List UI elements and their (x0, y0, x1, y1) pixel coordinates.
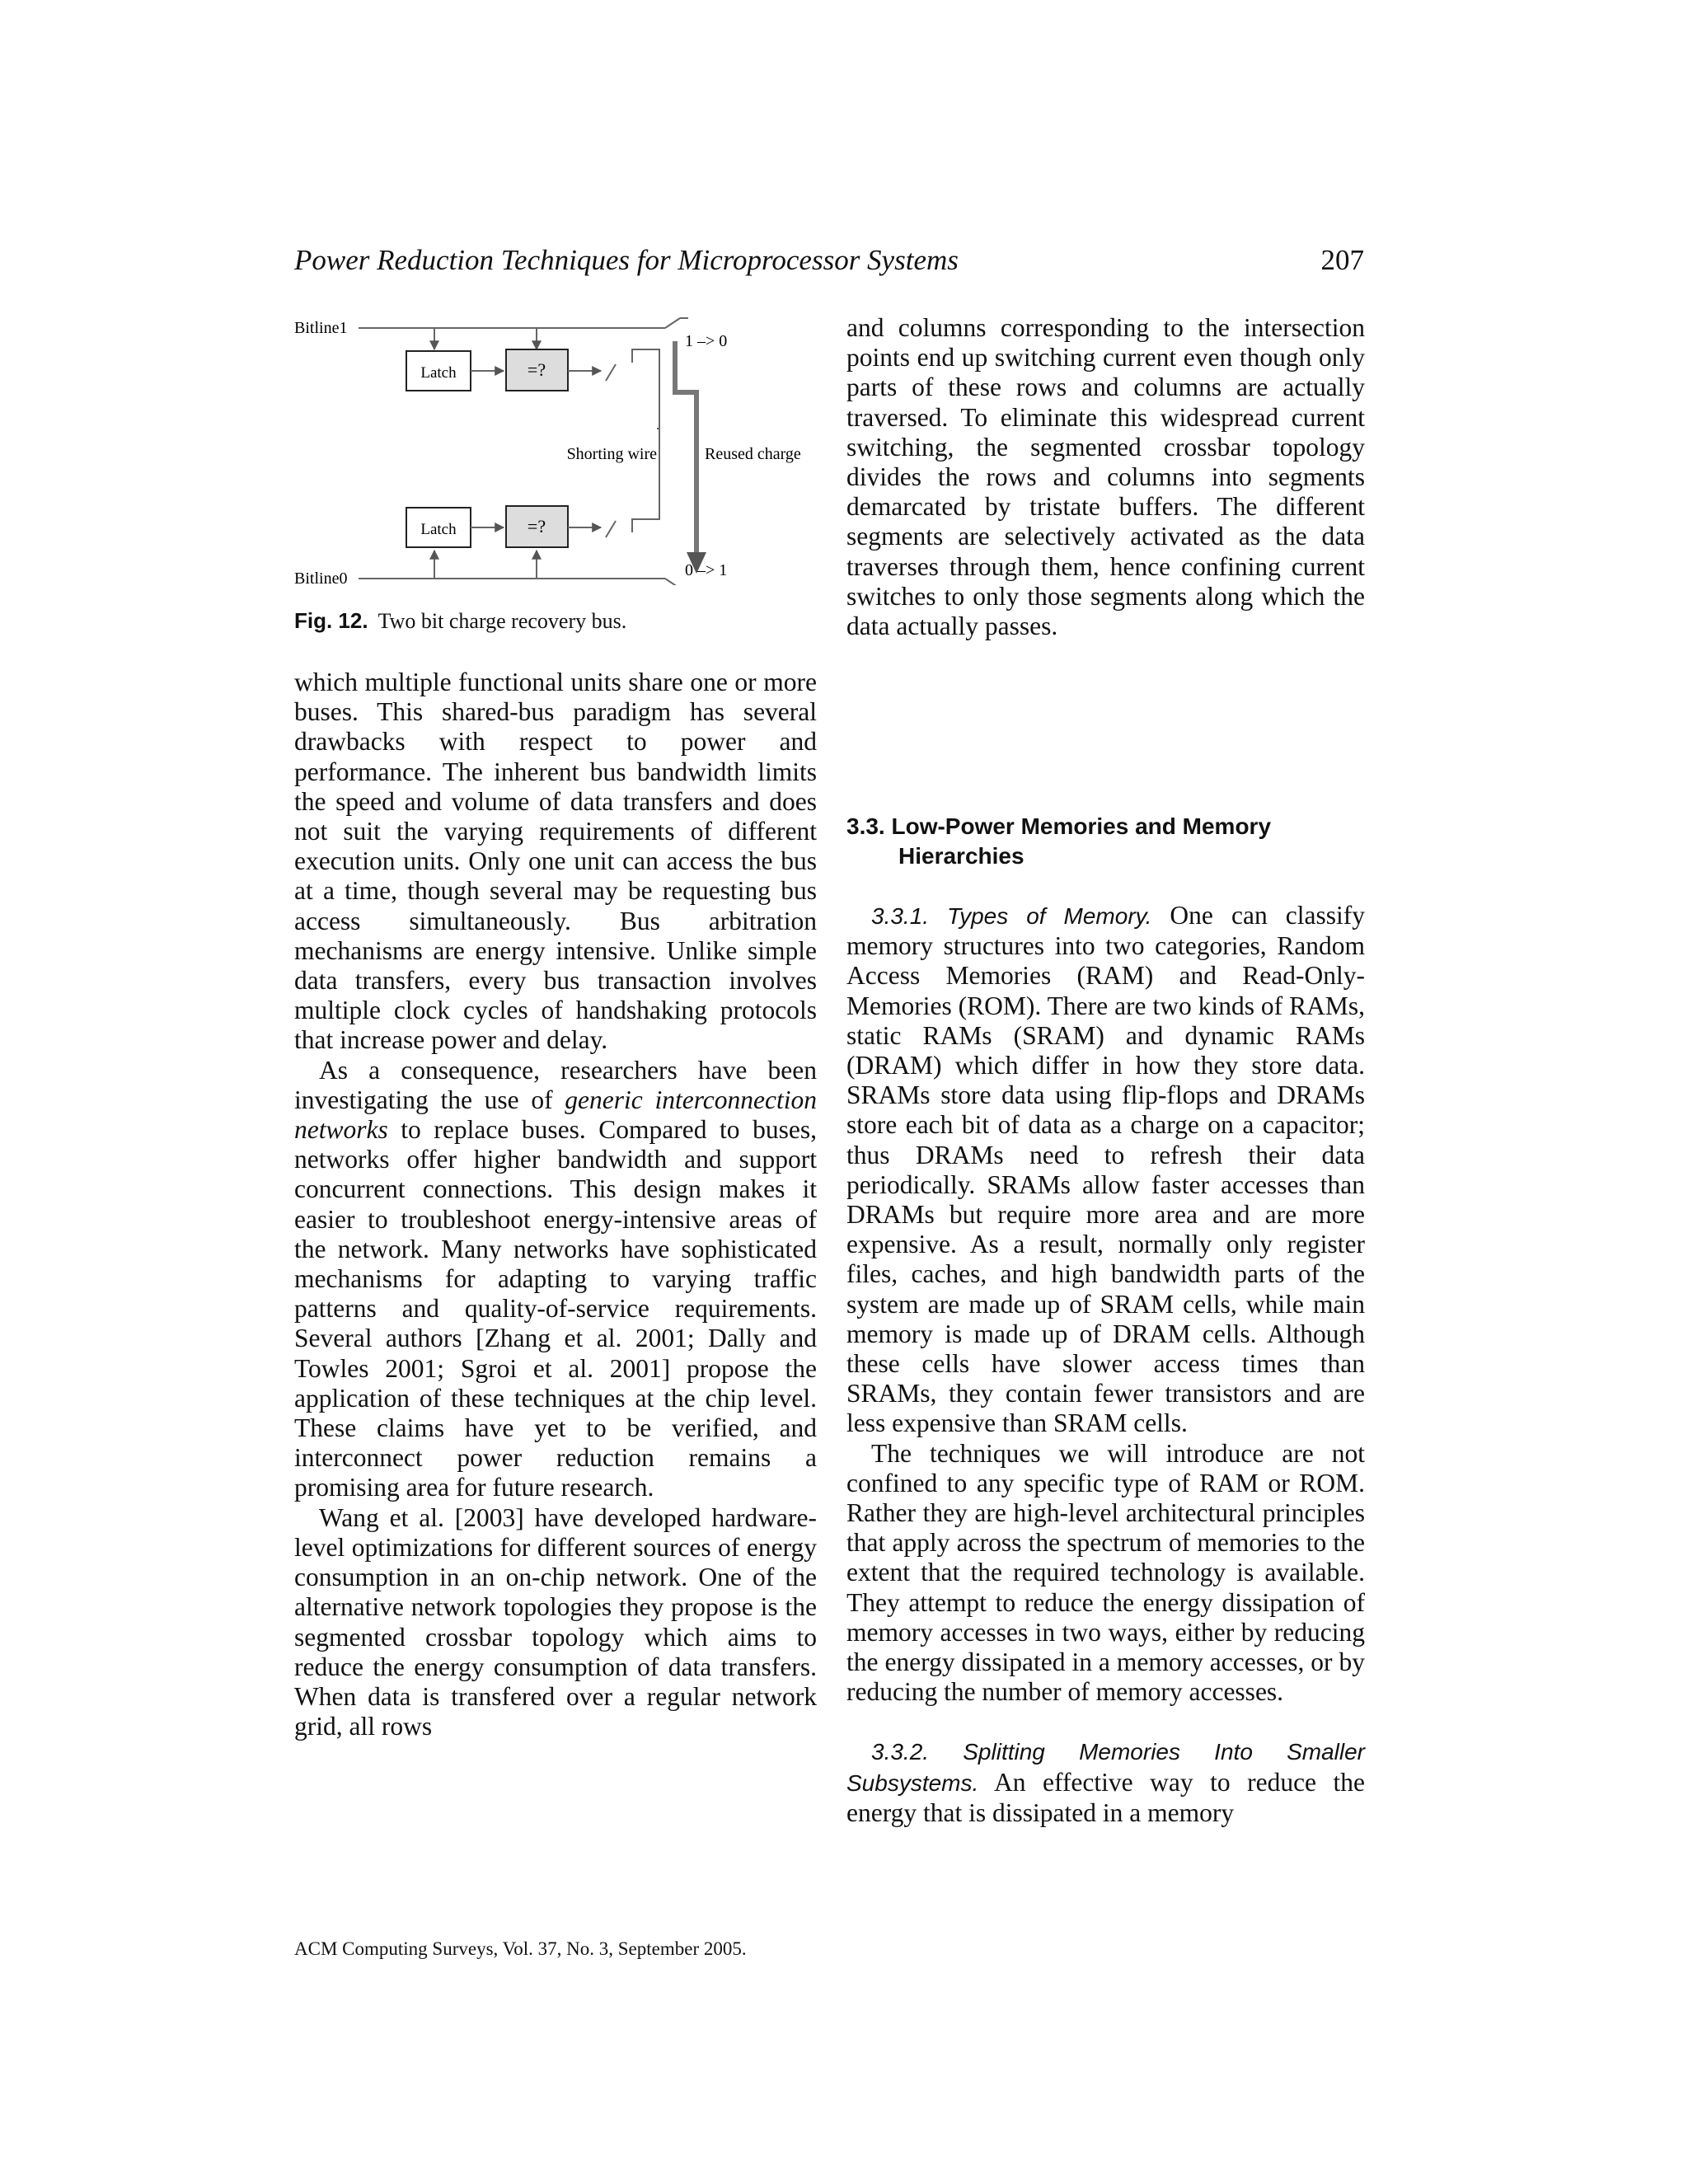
shorting-wire-upper (632, 349, 659, 429)
reused-charge-arrow (675, 341, 696, 554)
paragraph-techniques: The techniques we will introduce are not confined to any specific type of RAM or ROM. Rather they are high-level architectural principles that apply across the spectrum of memories to the extent that the required technology is available. They attempt to reduce the energy dissipation of memory accesses in two ways, either by reducing the energy dissipated in a memory accesses, or by reducing the number of memory accesses. (846, 1438, 1365, 1707)
running-title: Power Reduction Techniques for Microprocessor Systems (294, 244, 959, 276)
page-number: 207 (1320, 244, 1364, 276)
figure-charge-recovery-bus (294, 313, 830, 585)
latch-top-label: Latch (420, 364, 457, 382)
paragraph-networks: As a consequence, researchers have been investigating the use of generic interconnection networks to replace buses. Compared to buses, networks offer higher bandwidth and support concurrent connections. This design makes it easier to troubleshoot energy-intensive areas of the network. Many networks have sophisticated mechanisms for adapting to varying traffic patterns and quality-of-service requirements. Several authors [Zhang et al. 2001; Dally and Towles 2001; Sgroi et al. 2001] propose the application of these techniques at the chip level. These claims have yet to be verified, and interconnect power reduction remains a promising area for future research. (294, 1055, 817, 1502)
emphasis-generic-networks: generic interconnection networks (294, 1085, 817, 1145)
transition-top-label: 1 –> 0 (685, 332, 728, 350)
figure-caption-label: Fig. 12. (294, 608, 368, 633)
charge-recovery-diagram (294, 313, 830, 585)
paragraph-types-of-memory: 3.3.1. Types of Memory. One can classify memory structures into two categories, Random Access Memories (RAM) and Read-Only-Memories (ROM). There are two kinds of RAMs, static RAMs (SRAM) and dynamic RAMs (DRAM) which differ in how they store data. SRAMs store data using flip-flops and DRAMs store each bit of data as a charge on a capacitor; thus DRAMs need to refresh their data periodically. SRAMs allow faster accesses than DRAMs but require more area and are more expensive. As a result, normally only register files, caches, and high bandwidth parts of the system are made up of SRAM cells, while main memory is made up of DRAM cells. Although these cells have slower access times than SRAMs, they contain fewer transistors and are less expensive than SRAM cells. (846, 901, 1365, 1438)
paragraph-crossbar: and columns corresponding to the intersection points end up switching current even though only parts of these rows and columns are actually traversed. To eliminate this widespread current switching, the segmented crossbar topology divides the rows and columns into segments demarcated by tristate buffers. The different segments are selectively activated as the data traverses through them, hence confining current switches to only those segments along which the data actually passes. (846, 313, 1365, 641)
bitline1-switch (665, 318, 680, 328)
section-heading-3-3: 3.3. Low-Power Memories and Memory Hierarchies (846, 813, 1272, 869)
page-footer: ACM Computing Surveys, Vol. 37, No. 3, September 2005. (294, 1938, 747, 1959)
subsection-title-3-3-2: 3.3.2. Splitting Memories Into Smaller Subsystems. (846, 1739, 1365, 1796)
compare-bottom-label: =? (527, 516, 546, 537)
paragraph-splitting-memories: 3.3.2. Splitting Memories Into Smaller Subsystems. An effective way to reduce the energy that is dissipated in a memory (846, 1739, 1366, 1827)
running-head (294, 244, 1364, 285)
right-column-bottom (846, 812, 1365, 1828)
right-column-top (846, 313, 1365, 641)
figure-caption-text: Two bit charge recovery bus. (377, 609, 627, 633)
transition-bottom-label: 0 –> 1 (685, 561, 728, 579)
bitline0-label: Bitline0 (294, 569, 348, 585)
paragraph-shared-bus: which multiple functional units share one or more buses. This shared-bus paradigm has several drawbacks with respect to power and performance. The inherent bus bandwidth limits the speed and volume of data transfers and does not suit the varying requirements of different execution units. Only one unit can access the bus at a time, though several may be requesting bus access simultaneously. Bus arbitration mechanisms are energy intensive. Unlike simple data transfers, every bus transaction involves multiple clock cycles of handshaking protocols that increase power and delay. (294, 668, 817, 1055)
paragraph-wang: Wang et al. [2003] have developed hardware-level optimizations for different sources of energy consumption in an on-chip network. One of the alternative network topologies they propose is the segmented crossbar topology which aims to reduce the energy consumption of data transfers. When data is transfered over a regular network grid, all rows (294, 1502, 817, 1741)
shorting-wire-label: Shorting wire (566, 445, 657, 463)
bitline1-label: Bitline1 (294, 319, 348, 337)
compare-top-label: =? (527, 359, 546, 380)
latch-bottom-label: Latch (420, 521, 457, 538)
left-column (294, 668, 817, 1741)
shorting-wire-lower (632, 475, 659, 532)
figure-caption (294, 608, 822, 634)
subsection-title-3-3-1: 3.3.1. Types of Memory. (871, 903, 1152, 929)
bitline0-switch (665, 579, 680, 585)
reused-charge-label: Reused charge (705, 445, 801, 463)
